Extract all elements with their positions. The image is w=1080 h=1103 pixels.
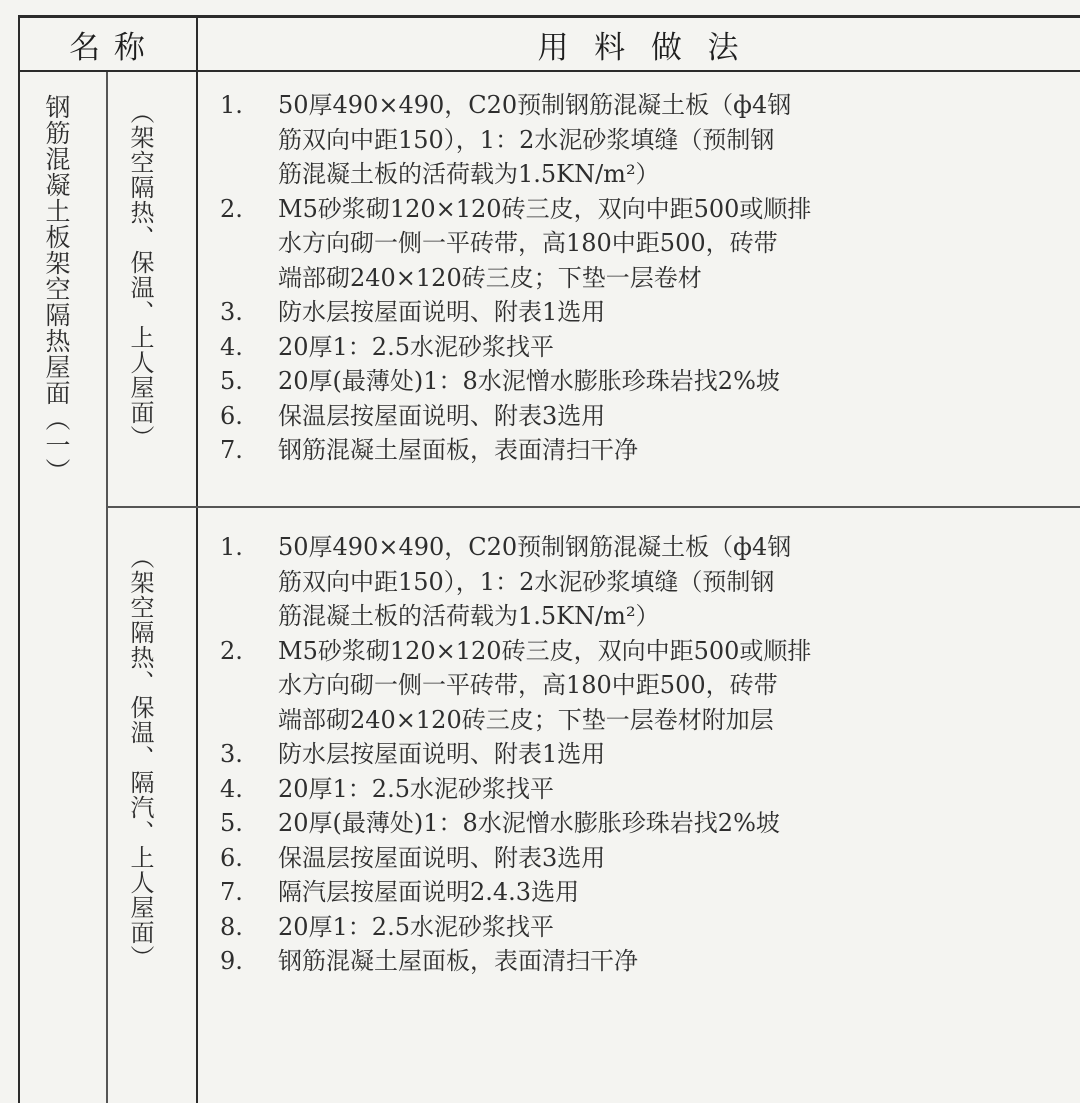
method-column-header: 用 料 做 法 — [537, 29, 741, 66]
section-content — [220, 88, 1070, 468]
list-item: 3. 防水层按屋面说明、附表1选用 — [220, 298, 606, 326]
list-item: 2. M5砂浆砌120×120砖三皮，双向中距500或顺排 水方向砌一侧一平砖带，高180中距500，砖带 端部砌240×120砖三皮；下垫一层卷材 — [220, 194, 812, 292]
main-title: 钢筋混凝土板架空隔热屋面（一） — [42, 94, 71, 484]
section-content — [220, 530, 1070, 979]
left-border — [18, 15, 20, 1103]
header-bottom-border — [18, 70, 1080, 72]
list-item: 7. 钢筋混凝土屋面板，表面清扫干净 — [220, 436, 638, 464]
list-item: 3. 防水层按屋面说明、附表1选用 — [220, 740, 606, 768]
list-item: 2. M5砂浆砌120×120砖三皮，双向中距500或顺排 水方向砌一侧一平砖带，高180中距500，砖带 端部砌240×120砖三皮；下垫一层卷材附加层 — [220, 636, 812, 734]
list-item: 4. 20厚1：2.5水泥砂浆找平 — [220, 332, 554, 361]
list-item: 6. 保温层按屋面说明、附表3选用 — [220, 401, 606, 430]
list-item: 7. 隔汽层按屋面说明2.4.3选用 — [220, 878, 580, 906]
list-item: 5. 20厚(最薄处)1：8水泥憎水膨胀珍珠岩找2%坡 — [220, 809, 780, 837]
name-column-header: 名 称 — [69, 29, 147, 66]
list-item: 8. 20厚1：2.5水泥砂浆找平 — [220, 912, 554, 941]
list-item: 9. 钢筋混凝土屋面板，表面清扫干净 — [220, 947, 638, 975]
list-item: 1. 50厚490×490，C20预制钢筋混凝土板（ф4钢 筋双向中距150），1：2水泥砂浆填缝（预制钢 筋混凝土板的活荷载为1.5KN/m²） — [220, 91, 792, 188]
subname-column-divider — [106, 72, 108, 1103]
section-divider — [106, 506, 1080, 508]
section-label: （架空隔热、保温、隔汽、上人屋面） — [126, 545, 154, 970]
list-item: 5. 20厚(最薄处)1：8水泥憎水膨胀珍珠岩找2%坡 — [220, 367, 780, 395]
section-label: （架空隔热、保温、上人屋面） — [126, 100, 154, 450]
list-item: 6. 保温层按屋面说明、附表3选用 — [220, 843, 606, 872]
name-column-divider — [196, 15, 198, 1103]
list-item: 1. 50厚490×490，C20预制钢筋混凝土板（ф4钢 筋双向中距150），1：2水泥砂浆填缝（预制钢 筋混凝土板的活荷载为1.5KN/m²） — [220, 533, 792, 630]
list-item: 4. 20厚1：2.5水泥砂浆找平 — [220, 774, 554, 803]
